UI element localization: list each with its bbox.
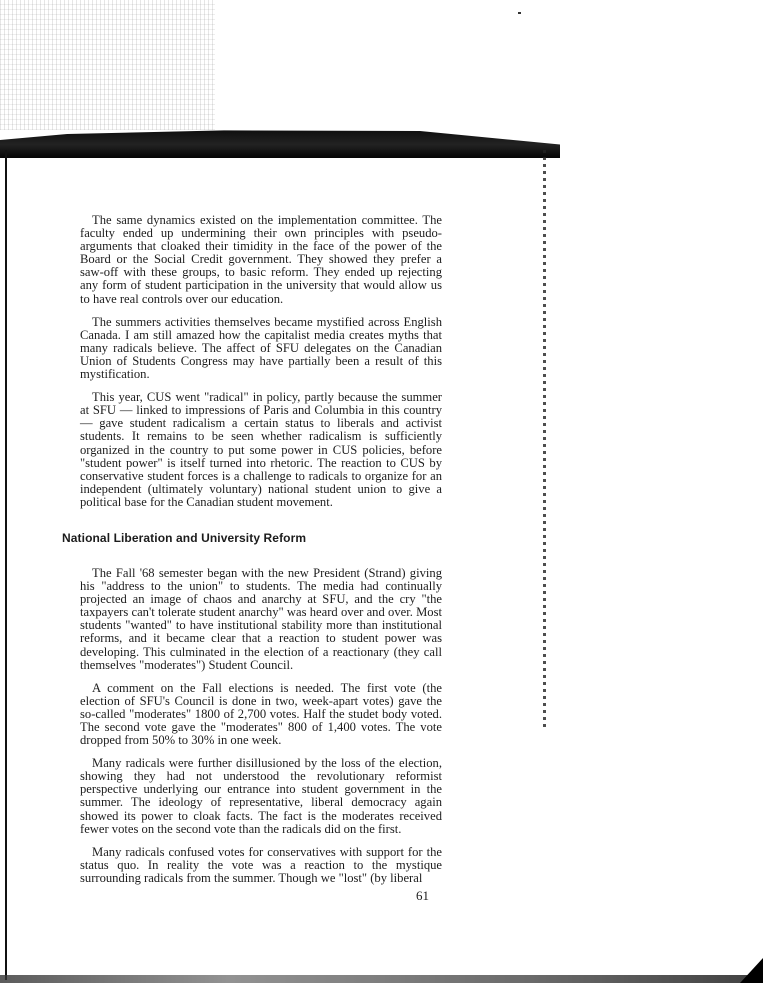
binding-strip [543, 150, 546, 730]
page-bottom-edge [0, 975, 763, 983]
paragraph: The Fall '68 semester began with the new President (Strand) giving his "address to the union" to students. The media had continually projected an image of chaos and anarchy at SFU, and the cry "the taxpayers can't tolerate student anarchy" was heard over and over. Most students "wanted" to have institutional stability more than institutional reforms, and it became clear that a reaction to student power was developing. This culminated in the election of a reactionary (they call themselves "moderates") Student Council. [80, 565, 442, 672]
paragraph: Many radicals confused votes for conservatives with support for the status quo. In reality the vote was a reaction to the mystique surrounding radicals from the summer. Though we "lost" (by liberal [80, 844, 442, 885]
page-number: 61 [416, 888, 429, 903]
paragraph: Many radicals were further disillusioned by the loss of the election, showing they had not understood the revolutionary reformist perspective underlying our entrance into student government in the summer. The ideology of representative, liberal democracy again showed its power to cloak facts. The fact is the moderates received fewer votes on the second vote than the radicals did on the first. [80, 756, 442, 836]
section-heading: National Liberation and University Reform [62, 530, 307, 545]
scan-speck [518, 12, 521, 14]
scan-noise [0, 0, 215, 130]
scan-shadow-band [0, 128, 560, 158]
paragraph: This year, CUS went "radical" in policy, partly because the summer at SFU — linked to impressions of Paris and Columbia in this country — gave student radicalism a certain status to liberals and activist students. It remains to be seen whether radicalism is sufficiently organized in the country to put some power in CUS policies, before "student power" is itself turned into rhetoric. The reaction to CUS by conservative student forces is a challenge to radicals to organize for an independent (ultimately voluntary) national student union to give a political base for the Canadian student movement. [80, 390, 442, 509]
page-left-edge [5, 150, 7, 980]
paragraph: A comment on the Fall elections is needed. The first vote (the election of SFU's Council is done in two, week-apart votes) gave the so-called "moderates" 1800 of 2,700 votes. Half the studet body voted. The second vote gave the "moderates" 800 of 1,400 votes. The vote dropped from 50% to 30% in one week. [80, 680, 442, 748]
paragraph: The same dynamics existed on the implementation committee. The faculty ended up undermining their own principles with pseudo-arguments that cloaked their timidity in the face of the power of the Board or the Social Credit government. They showed they prefer a saw-off with these groups, to basic reform. They ended up rejecting any form of student participation in the university that would allow us to have real controls over our education. [80, 213, 442, 306]
paragraph: The summers activities themselves became mystified across English Canada. I am still amazed how the capitalist media creates myths that many radicals believe. The affect of SFU delegates on the Canadian Union of Students Congress may have partially been a result of this mystification. [80, 314, 442, 382]
scan-corner [740, 958, 763, 983]
document-page [62, 213, 442, 895]
